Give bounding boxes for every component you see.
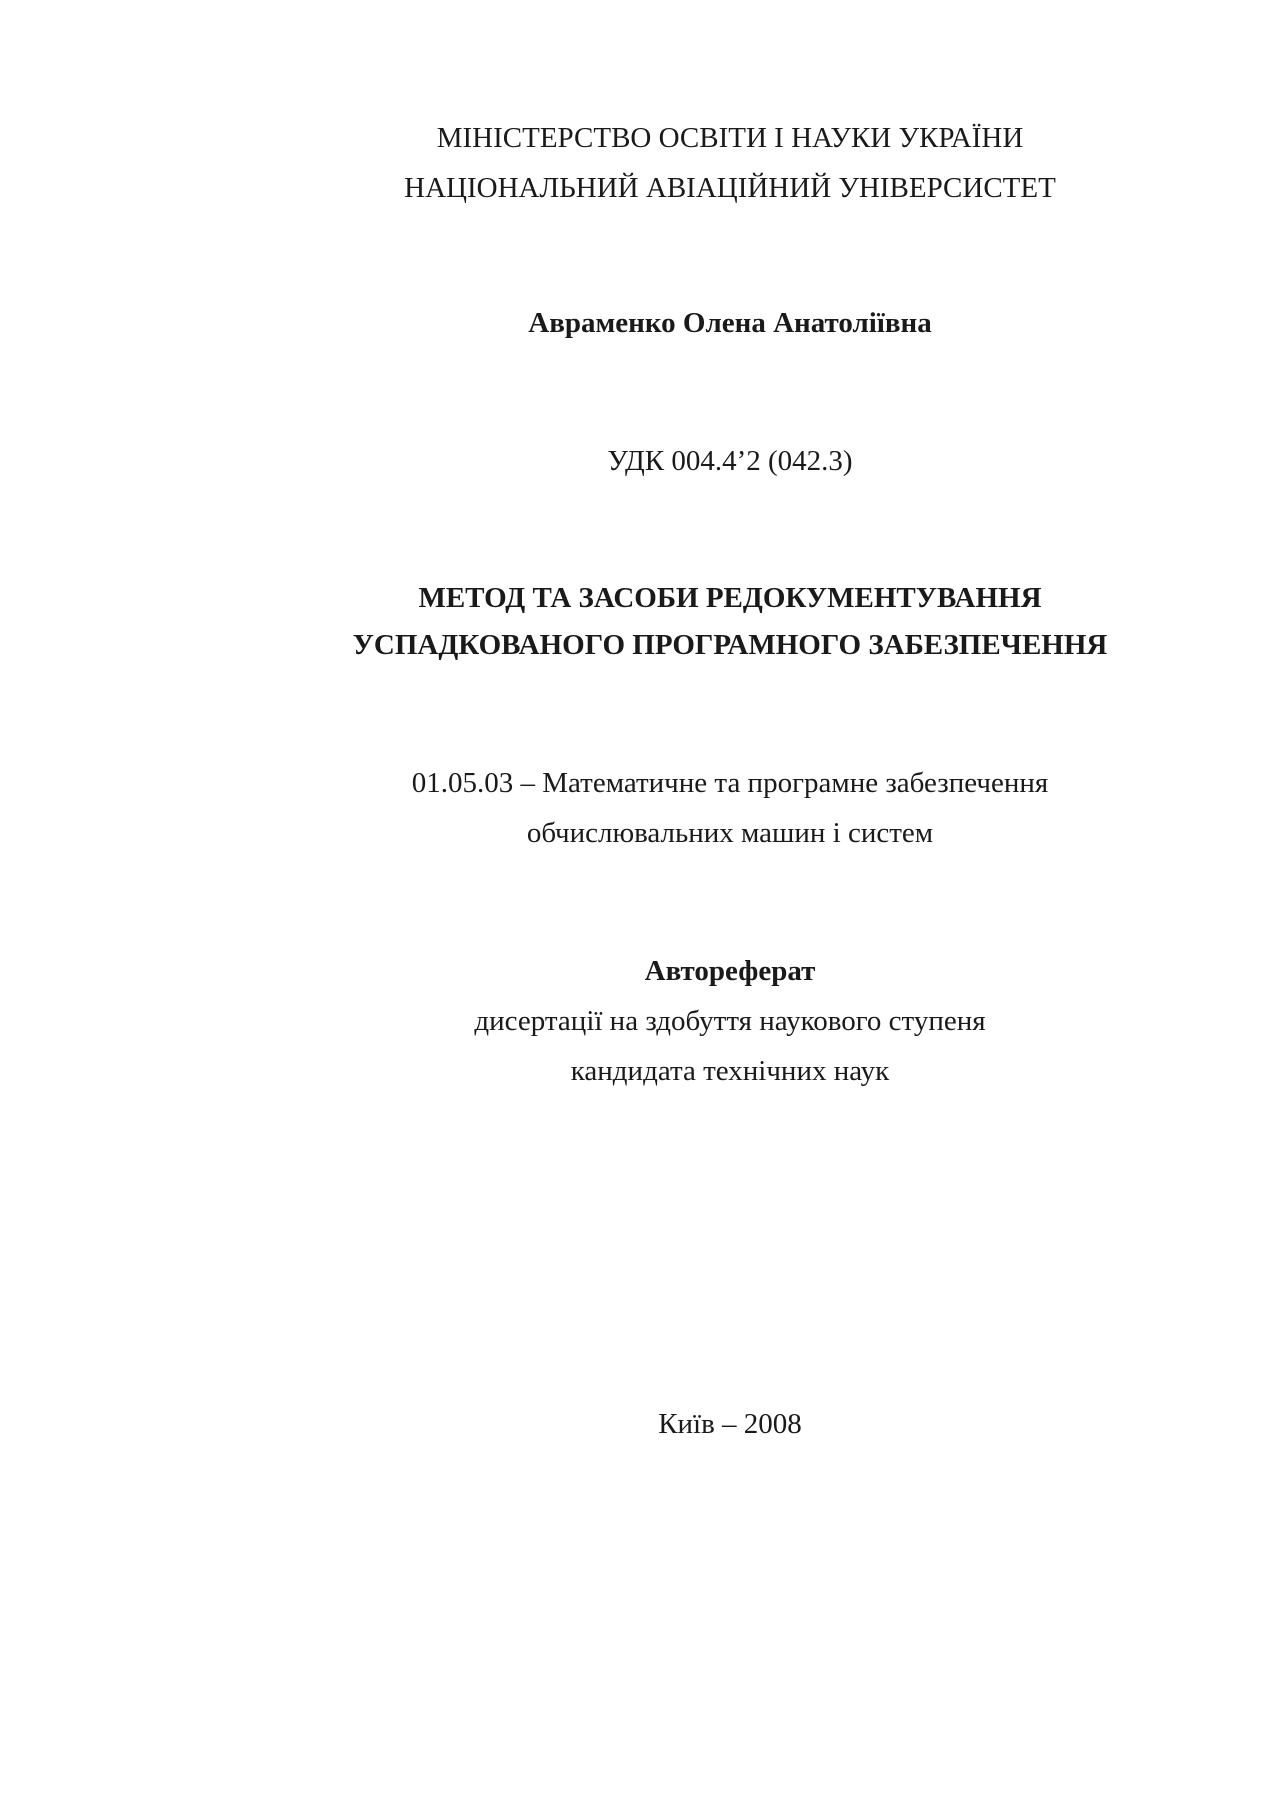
abstract-line-1: дисертації на здобуття наукового ступеня: [474, 1005, 986, 1037]
udc-code: УДК 004.4’2 (042.3): [607, 445, 853, 477]
abstract-heading: Автореферат: [644, 955, 816, 987]
specialty-line-1: 01.05.03 – Математичне та програмне забезпечення: [411, 767, 1049, 799]
abstract-line-2: кандидата технічних наук: [570, 1055, 890, 1087]
specialty-line-2: обчислювальних машин і систем: [526, 817, 934, 849]
author-name: Авраменко Олена Анатоліївна: [528, 307, 932, 339]
title-line-1: МЕТОД ТА ЗАСОБИ РЕДОКУМЕНТУВАННЯ: [418, 582, 1042, 614]
title-line-2: УСПАДКОВАНОГО ПРОГРАМНОГО ЗАБЕЗПЕЧЕННЯ: [352, 629, 1108, 661]
university-name: НАЦІОНАЛЬНИЙ АВІАЦІЙНИЙ УНІВЕРСИСТЕТ: [404, 172, 1056, 204]
ministry-name: МІНІСТЕРСТВО ОСВІТИ І НАУКИ УКРАЇНИ: [436, 122, 1024, 154]
place-year: Київ – 2008: [658, 1408, 802, 1440]
